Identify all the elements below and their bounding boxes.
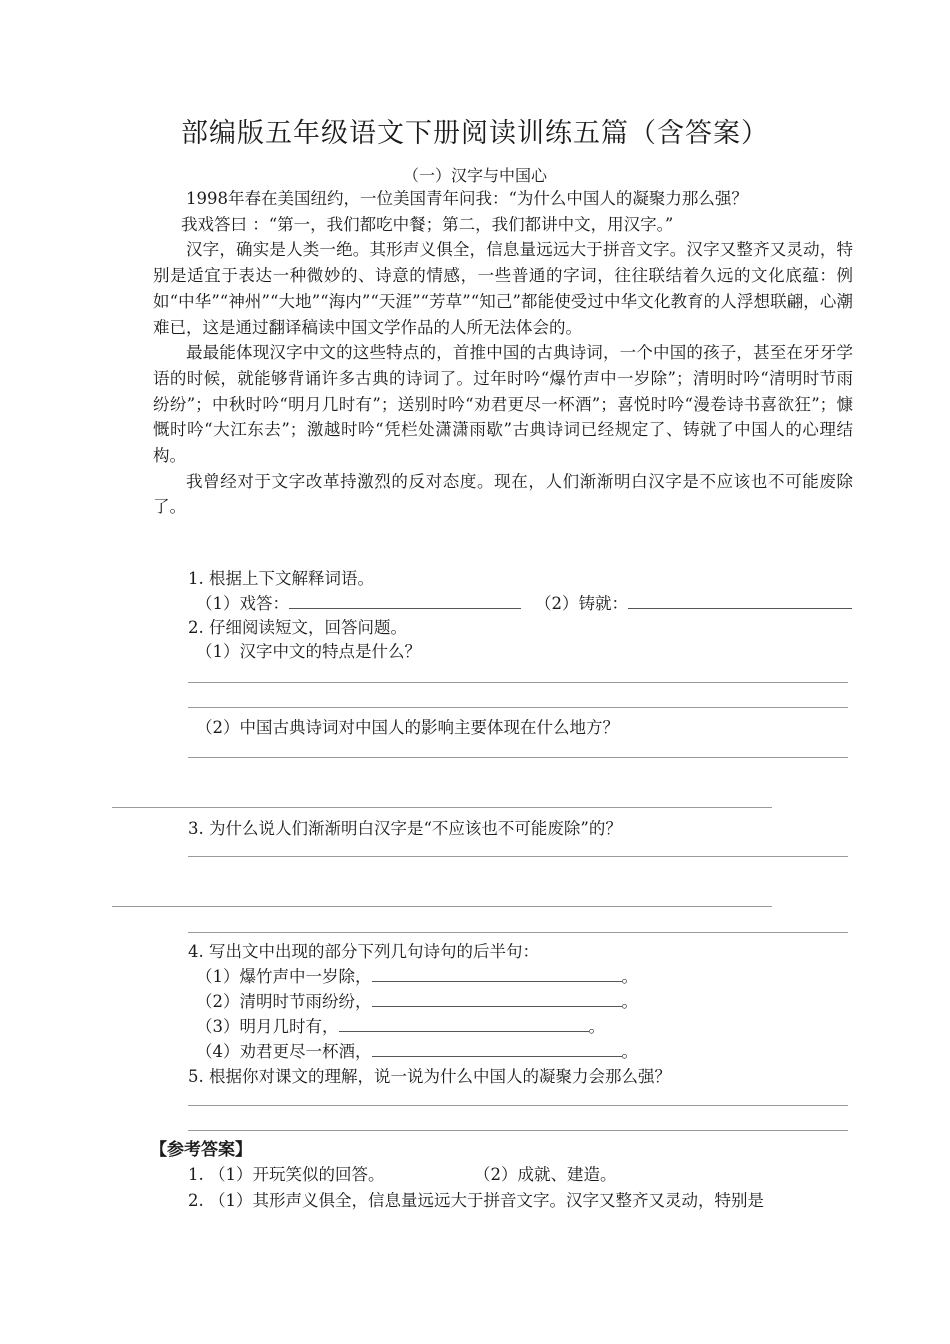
answer-blank[interactable] [372, 992, 622, 1007]
question-2-part-1: （1）汉字中文的特点是什么？ [196, 642, 421, 661]
passage-paragraph: 我曾经对于文字改革持激烈的反对态度。现在，人们渐渐明白汉字是不应该也不可能废除了。 [153, 471, 853, 517]
answer-line[interactable] [188, 682, 848, 683]
period: 。 [621, 967, 638, 986]
answer-blank[interactable] [372, 967, 622, 982]
passage-paragraph: 最最能体现汉字中文的这些特点的，首推中国的古典诗词，一个中国的孩子，甚至在牙牙学语的时候，就能够背诵许多古典的诗词了。过年时吟“爆竹声中一岁除”；清明时吟“清明时节雨纷纷”；中秋时吟“明月几时有”；送别时吟“劝君更尽一杯酒”；喜悦时吟“漫卷诗书喜欲狂”；慷慨时吟“大江东去”；激越时吟“凭栏处潇潇雨歇”古典诗词已经规定了、铸就了中国人的心理结构。 [153, 343, 853, 466]
question-label: （1）戏答： [196, 594, 289, 613]
answer-line[interactable] [188, 932, 848, 933]
answer-blank[interactable] [339, 1017, 589, 1032]
answer-blank[interactable] [628, 594, 852, 609]
question-label: （2）铸就： [535, 594, 628, 613]
answer-line[interactable] [188, 757, 848, 758]
passage-paragraph: 汉字，确实是人类一绝。其形声义俱全，信息量远远大于拼音文字。汉字又整齐又灵动，特别是适宜于表达一种微妙的、诗意的情感，一些普通的字词，往往联结着久远的文化底蕴：例如“中华”“神州”“大地”“海内”“天涯”“芳草”“知己”都能使受过中华文化教育的人浮想联翩，心潮难已，这是通过翻译稿读中国文学作品的人所无法体会的。 [153, 240, 853, 337]
poem-prompt: （1）爆竹声中一岁除， [196, 967, 372, 986]
question-4: 4. 写出文中出现的部分下列几句诗句的后半句： [188, 942, 539, 961]
answer-1-part-2: （2）成就、建造。 [474, 1165, 617, 1184]
period: 。 [588, 1017, 605, 1036]
section-title: （一）汉字与中国心 [402, 166, 547, 185]
answer-line[interactable] [112, 906, 772, 907]
period: 。 [621, 1042, 638, 1061]
poem-prompt: （4）劝君更尽一杯酒， [196, 1042, 372, 1061]
question-4-line-2 [196, 988, 638, 1012]
question-4-line-4 [196, 1038, 638, 1062]
question-2-part-2: （2）中国古典诗词对中国人的影响主要体现在什么地方？ [196, 718, 619, 737]
question-4-line-3 [196, 1013, 605, 1037]
answer-line[interactable] [112, 807, 772, 808]
passage [153, 186, 853, 520]
passage-paragraph: 1998年春在美国纽约，一位美国青年问我：“为什么中国人的凝聚力那么强？ [186, 189, 748, 208]
question-4-line-1 [196, 963, 638, 987]
answer-line[interactable] [188, 1130, 848, 1131]
answer-2: 2. （1）其形声义俱全，信息量远远大于拼音文字。汉字又整齐又灵动，特别是 [188, 1191, 764, 1210]
answer-blank[interactable] [372, 1042, 622, 1057]
question-2: 2. 仔细阅读短文，回答问题。 [188, 618, 407, 637]
poem-prompt: （2）清明时节雨纷纷， [196, 992, 372, 1011]
period: 。 [621, 992, 638, 1011]
answer-line[interactable] [188, 707, 848, 708]
question-1: 1. 根据上下文解释词语。 [188, 569, 374, 588]
answer-blank[interactable] [289, 594, 521, 609]
answer-line[interactable] [188, 1105, 848, 1106]
question-5: 5. 根据你对课文的理解，说一说为什么中国人的凝聚力会那么强？ [188, 1067, 671, 1086]
answer-line[interactable] [188, 856, 848, 857]
poem-prompt: （3）明月几时有， [196, 1017, 339, 1036]
question-1-part-1 [196, 590, 521, 614]
page-title: 部编版五年级语文下册阅读训练五篇（含答案） [181, 118, 769, 149]
answer-heading: 【参考答案】 [150, 1140, 252, 1160]
answer-1-part-1: 1. （1）开玩笑似的回答。 [188, 1165, 385, 1184]
passage-paragraph: 我戏答曰 ：“第一，我们都吃中餐；第二，我们都讲中文，用汉字。” [181, 214, 674, 234]
question-3: 3. 为什么说人们渐渐明白汉字是“不应该也不可能废除”的？ [188, 819, 622, 838]
question-1-part-2 [535, 590, 852, 614]
